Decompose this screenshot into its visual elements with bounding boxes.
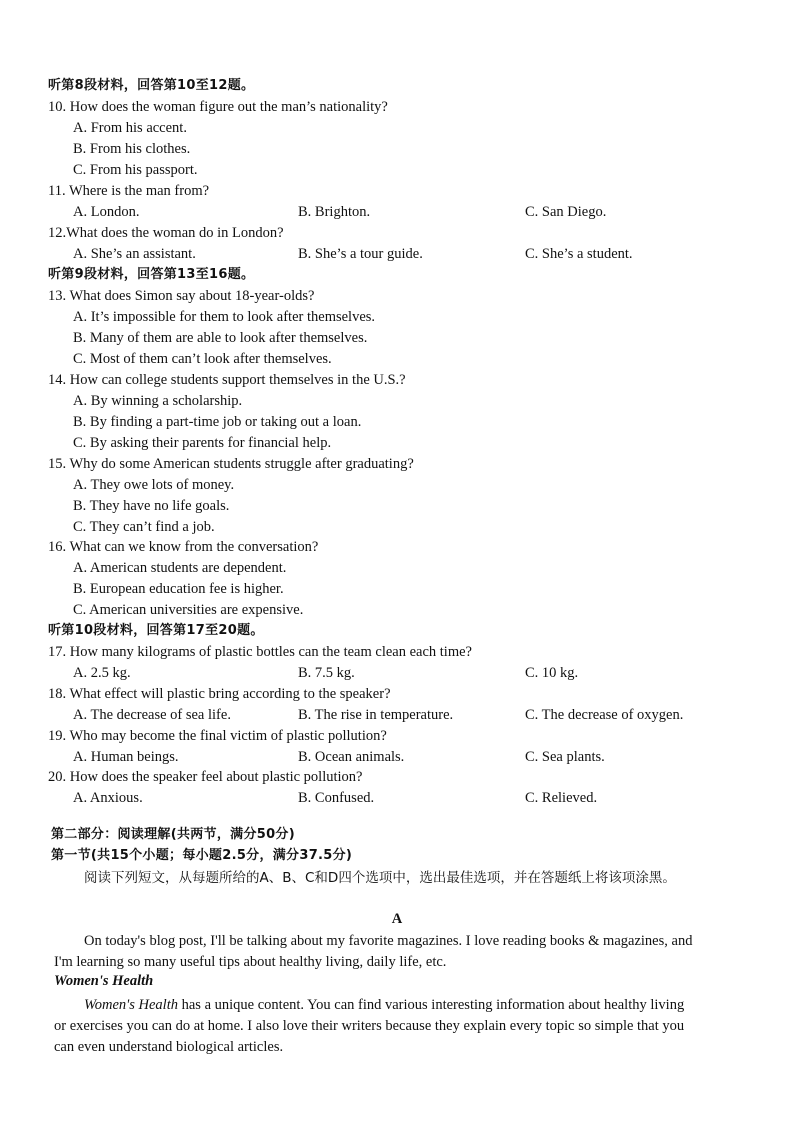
magazine-paragraph-line-1 [84,996,684,1014]
q11-option-a: A. London. [73,204,140,220]
q19-option-c: C. Sea plants. [525,749,605,765]
q11-option-c: C. San Diego. [525,204,607,220]
q12-option-b: B. She’s a tour guide. [298,246,423,262]
q11-option-b: B. Brighton. [298,204,371,220]
reading-instructions: 阅读下列短文，从每题所给的A、B、C和D四个选项中，选出最佳选项，并在答题纸上将该项涂黑。 [84,870,676,886]
part2-header: 第二部分：阅读理解(共两节，满分50分) [51,827,295,842]
question-18: 18. What effect will plastic bring according to the speaker? [48,686,391,702]
section1-header: 第一节(共15个小题；每小题2.5分，满分37.5分) [51,848,353,863]
q19-option-a: A. Human beings. [73,749,179,765]
passage-intro-line-2: I'm learning so many useful tips about healthy living, daily life, etc. [54,954,447,970]
section8-header: 听第8段材料，回答第10至12题。 [48,78,255,93]
magazine-heading: Women's Health [54,973,154,989]
q16-option-a: A. American students are dependent. [73,560,287,576]
q18-option-b: B. The rise in temperature. [298,707,454,723]
question-11: 11. Where is the man from? [48,183,210,199]
q16-option-c: C. American universities are expensive. [73,602,304,618]
q15-option-a: A. They owe lots of money. [73,477,235,493]
question-13: 13. What does Simon say about 18-year-olds? [48,288,315,304]
q13-option-c: C. Most of them can’t look after themselves. [73,351,332,367]
q12-option-a: A. She’s an assistant. [73,246,196,262]
q13-option-b: B. Many of them are able to look after themselves. [73,330,368,346]
q15-option-b: B. They have no life goals. [73,498,230,514]
q10-option-c: C. From his passport. [73,162,198,178]
q20-option-c: C. Relieved. [525,790,598,806]
q20-option-b: B. Confused. [298,790,375,806]
question-17: 17. How many kilograms of plastic bottles can the team clean each time? [48,644,472,660]
q15-option-c: C. They can’t find a job. [73,519,215,535]
question-19: 19. Who may become the final victim of plastic pollution? [48,728,387,744]
q12-option-c: C. She’s a student. [525,246,633,262]
q13-option-a: A. It’s impossible for them to look after themselves. [73,309,376,325]
q17-option-c: C. 10 kg. [525,665,579,681]
passage-intro-line-1: On today's blog post, I'll be talking about my favorite magazines. I love reading books & magazines, and [84,933,693,949]
q14-option-a: A. By winning a scholarship. [73,393,243,409]
magazine-name-inline: Women's Health [84,997,178,1013]
section9-header: 听第9段材料，回答第13至16题。 [48,267,255,282]
question-20: 20. How does the speaker feel about plastic pollution? [48,769,363,785]
question-10: 10. How does the woman figure out the man’s nationality? [48,99,388,115]
question-14: 14. How can college students support themselves in the U.S.? [48,372,406,388]
magazine-paragraph-line-3: can even understand biological articles. [54,1039,284,1055]
magazine-paragraph-line-2: or exercises you can do at home. I also love their writers because they explain every topic so simple that you [54,1018,685,1034]
question-16: 16. What can we know from the conversation? [48,539,319,555]
passage-letter: A [391,911,403,927]
q10-option-a: A. From his accent. [73,120,187,136]
q18-option-a: A. The decrease of sea life. [73,707,231,723]
magazine-line-1-text: has a unique content. You can find various interesting information about healthy living [178,997,685,1013]
q16-option-b: B. European education fee is higher. [73,581,284,597]
q17-option-b: B. 7.5 kg. [298,665,355,681]
q20-option-a: A. Anxious. [73,790,143,806]
q14-option-c: C. By asking their parents for financial help. [73,435,332,451]
q10-option-b: B. From his clothes. [73,141,191,157]
q19-option-b: B. Ocean animals. [298,749,405,765]
q14-option-b: B. By finding a part-time job or taking out a loan. [73,414,362,430]
q18-option-c: C. The decrease of oxygen. [525,707,684,723]
question-12: 12.What does the woman do in London? [48,225,284,241]
question-15: 15. Why do some American students struggle after graduating? [48,456,414,472]
section10-header: 听第10段材料，回答第17至20题。 [48,623,264,638]
q17-option-a: A. 2.5 kg. [73,665,131,681]
